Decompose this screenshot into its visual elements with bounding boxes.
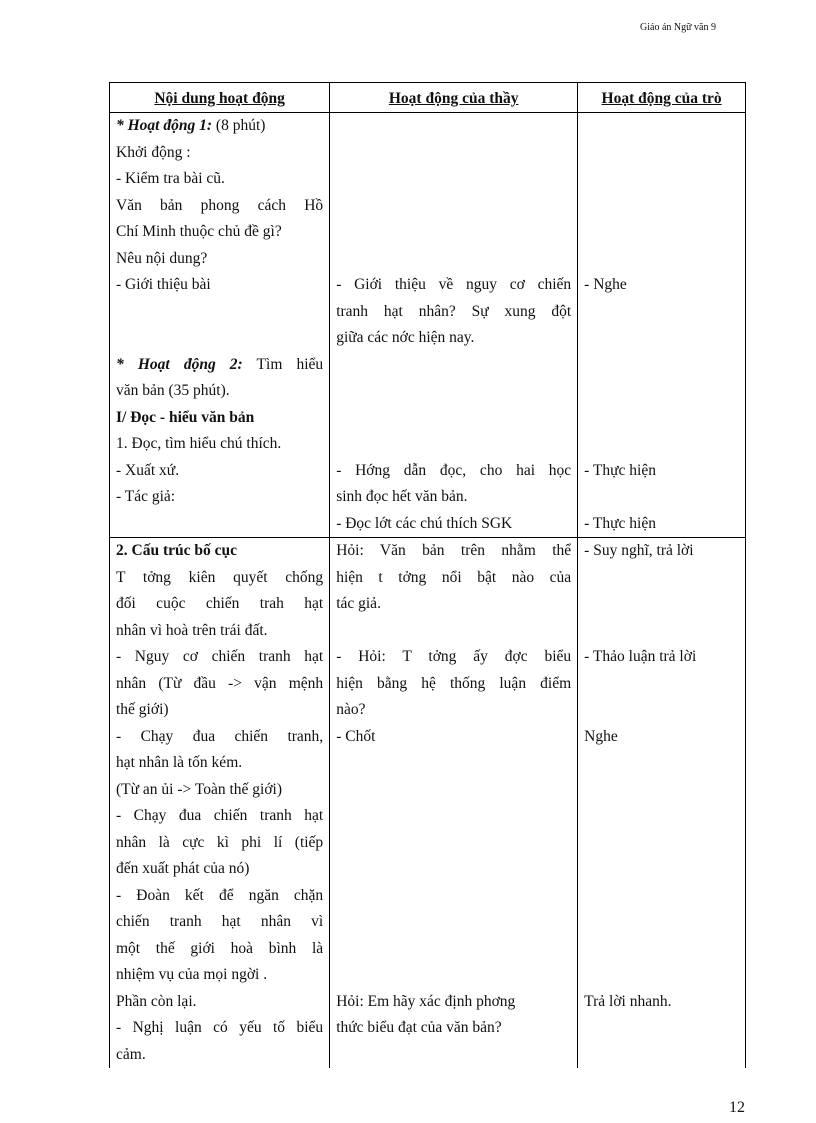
table-row [110,538,746,1069]
activity-1-heading: * Hoạt động 1: (8 phút) [116,117,266,134]
section-heading: I/ Đọc - hiểu văn bản [116,408,255,426]
text-line: Nghe [584,727,618,745]
text-line: cảm. [116,1045,146,1063]
page-header: Giáo án Ngữ văn 9 [640,22,716,33]
text-line: - Đọc lớt các chú thích SGK [336,514,513,532]
text-line: đối cuộc chiến trah hạt [116,595,324,612]
text-line: Chí Minh thuộc chủ đề gì? [116,223,282,240]
activity-2-heading: * Hoạt động 2: Tìm hiểu [116,355,324,373]
text-line: - Kiểm tra bài cũ. [116,170,225,187]
text-line: thức biểu đạt của văn bản? [336,1019,502,1036]
text-line: hiện bằng hệ thống luận điểm [336,674,572,692]
text-line: - Nghe [584,276,627,293]
text-line: nào? [336,701,366,718]
content-cell [110,538,330,1069]
text-line: Nêu nội dung? [116,249,208,267]
text-line: - Chốt [336,727,376,745]
text-line: T tởng kiên quyết chống [116,568,324,586]
text-line: Phần còn lại. [116,992,197,1010]
text-line: - Giới thiệu bài [116,276,211,293]
text-line: Văn bản phong cách Hồ [116,196,324,214]
content-cell [110,113,330,538]
text-line: nhiệm vụ của mọi ngời . [116,966,268,983]
student-cell [578,113,746,538]
text-line: tranh hạt nhân? Sự xung đột [336,302,572,320]
text-line: Hỏi: Em hãy xác định phơng [336,992,516,1010]
section-heading: 2. Cấu trúc bố cục [116,542,237,559]
text-line: hạt nhân là tốn kém. [116,754,243,771]
text-line: - Đoàn kết để ngăn chặn [116,886,324,904]
text-line: giữa các nớc hiện nay. [336,329,475,346]
teacher-cell [330,113,578,538]
text-line: đến xuất phát của nó) [116,860,250,877]
text-line: - Chạy đua chiến tranh, [116,727,324,745]
teacher-cell [330,538,578,1069]
text-line: - Thực hiện [584,514,656,532]
text-line: - Tác giả: [116,488,176,505]
text-line: - Thực hiện [584,461,656,479]
page-number: 12 [729,1099,745,1116]
text-line: - Giới thiệu về nguy cơ chiến [336,276,572,293]
lesson-table [109,82,746,1068]
text-line: - Thảo luận trả lời [584,648,697,665]
column-header-teacher: Hoạt động của thầy [330,83,578,113]
text-line: nhân (Từ đầu -> vận mệnh [116,674,324,692]
text-line: sinh đọc hết văn bản. [336,488,468,505]
text-line: nhân vì hoà trên trái đất. [116,621,268,639]
text-line: - Suy nghĩ, trả lời [584,542,694,559]
column-header-content: Nội dung hoạt động [110,83,330,113]
text-line: 1. Đọc, tìm hiểu chú thích. [116,435,282,452]
text-line: hiện t tởng nổi bật nào của [336,568,572,586]
text-line: - Hỏi: T tởng ấy đợc biểu [336,648,572,665]
student-cell [578,538,746,1069]
text-line: văn bản (35 phút). [116,382,230,399]
text-line: - Xuất xứ. [116,461,180,479]
text-line: Khởi động : [116,143,191,161]
text-line: - Nguy cơ chiến tranh hạt [116,648,324,665]
table-row [110,113,746,538]
text-line: (Từ an ủi -> Toàn thế giới) [116,780,283,798]
text-line: thế giới) [116,701,169,718]
text-line: tác giả. [336,595,381,612]
table-header-row [110,83,746,113]
text-line: - Nghị luận có yếu tố biểu [116,1019,324,1036]
text-line: - Chạy đua chiến tranh hạt [116,807,324,824]
text-line: chiến tranh hạt nhân vì [116,913,324,930]
text-line: một thế giới hoà bình là [116,939,324,957]
column-header-student: Hoạt động của trò [578,83,746,113]
text-line: Hỏi: Văn bản trên nhằm thể [336,542,572,559]
text-line: nhân là cực kì phi lí (tiếp [116,833,324,851]
text-line: - Hớng dẫn đọc, cho hai học [336,461,572,479]
text-line: Trả lời nhanh. [584,992,672,1010]
